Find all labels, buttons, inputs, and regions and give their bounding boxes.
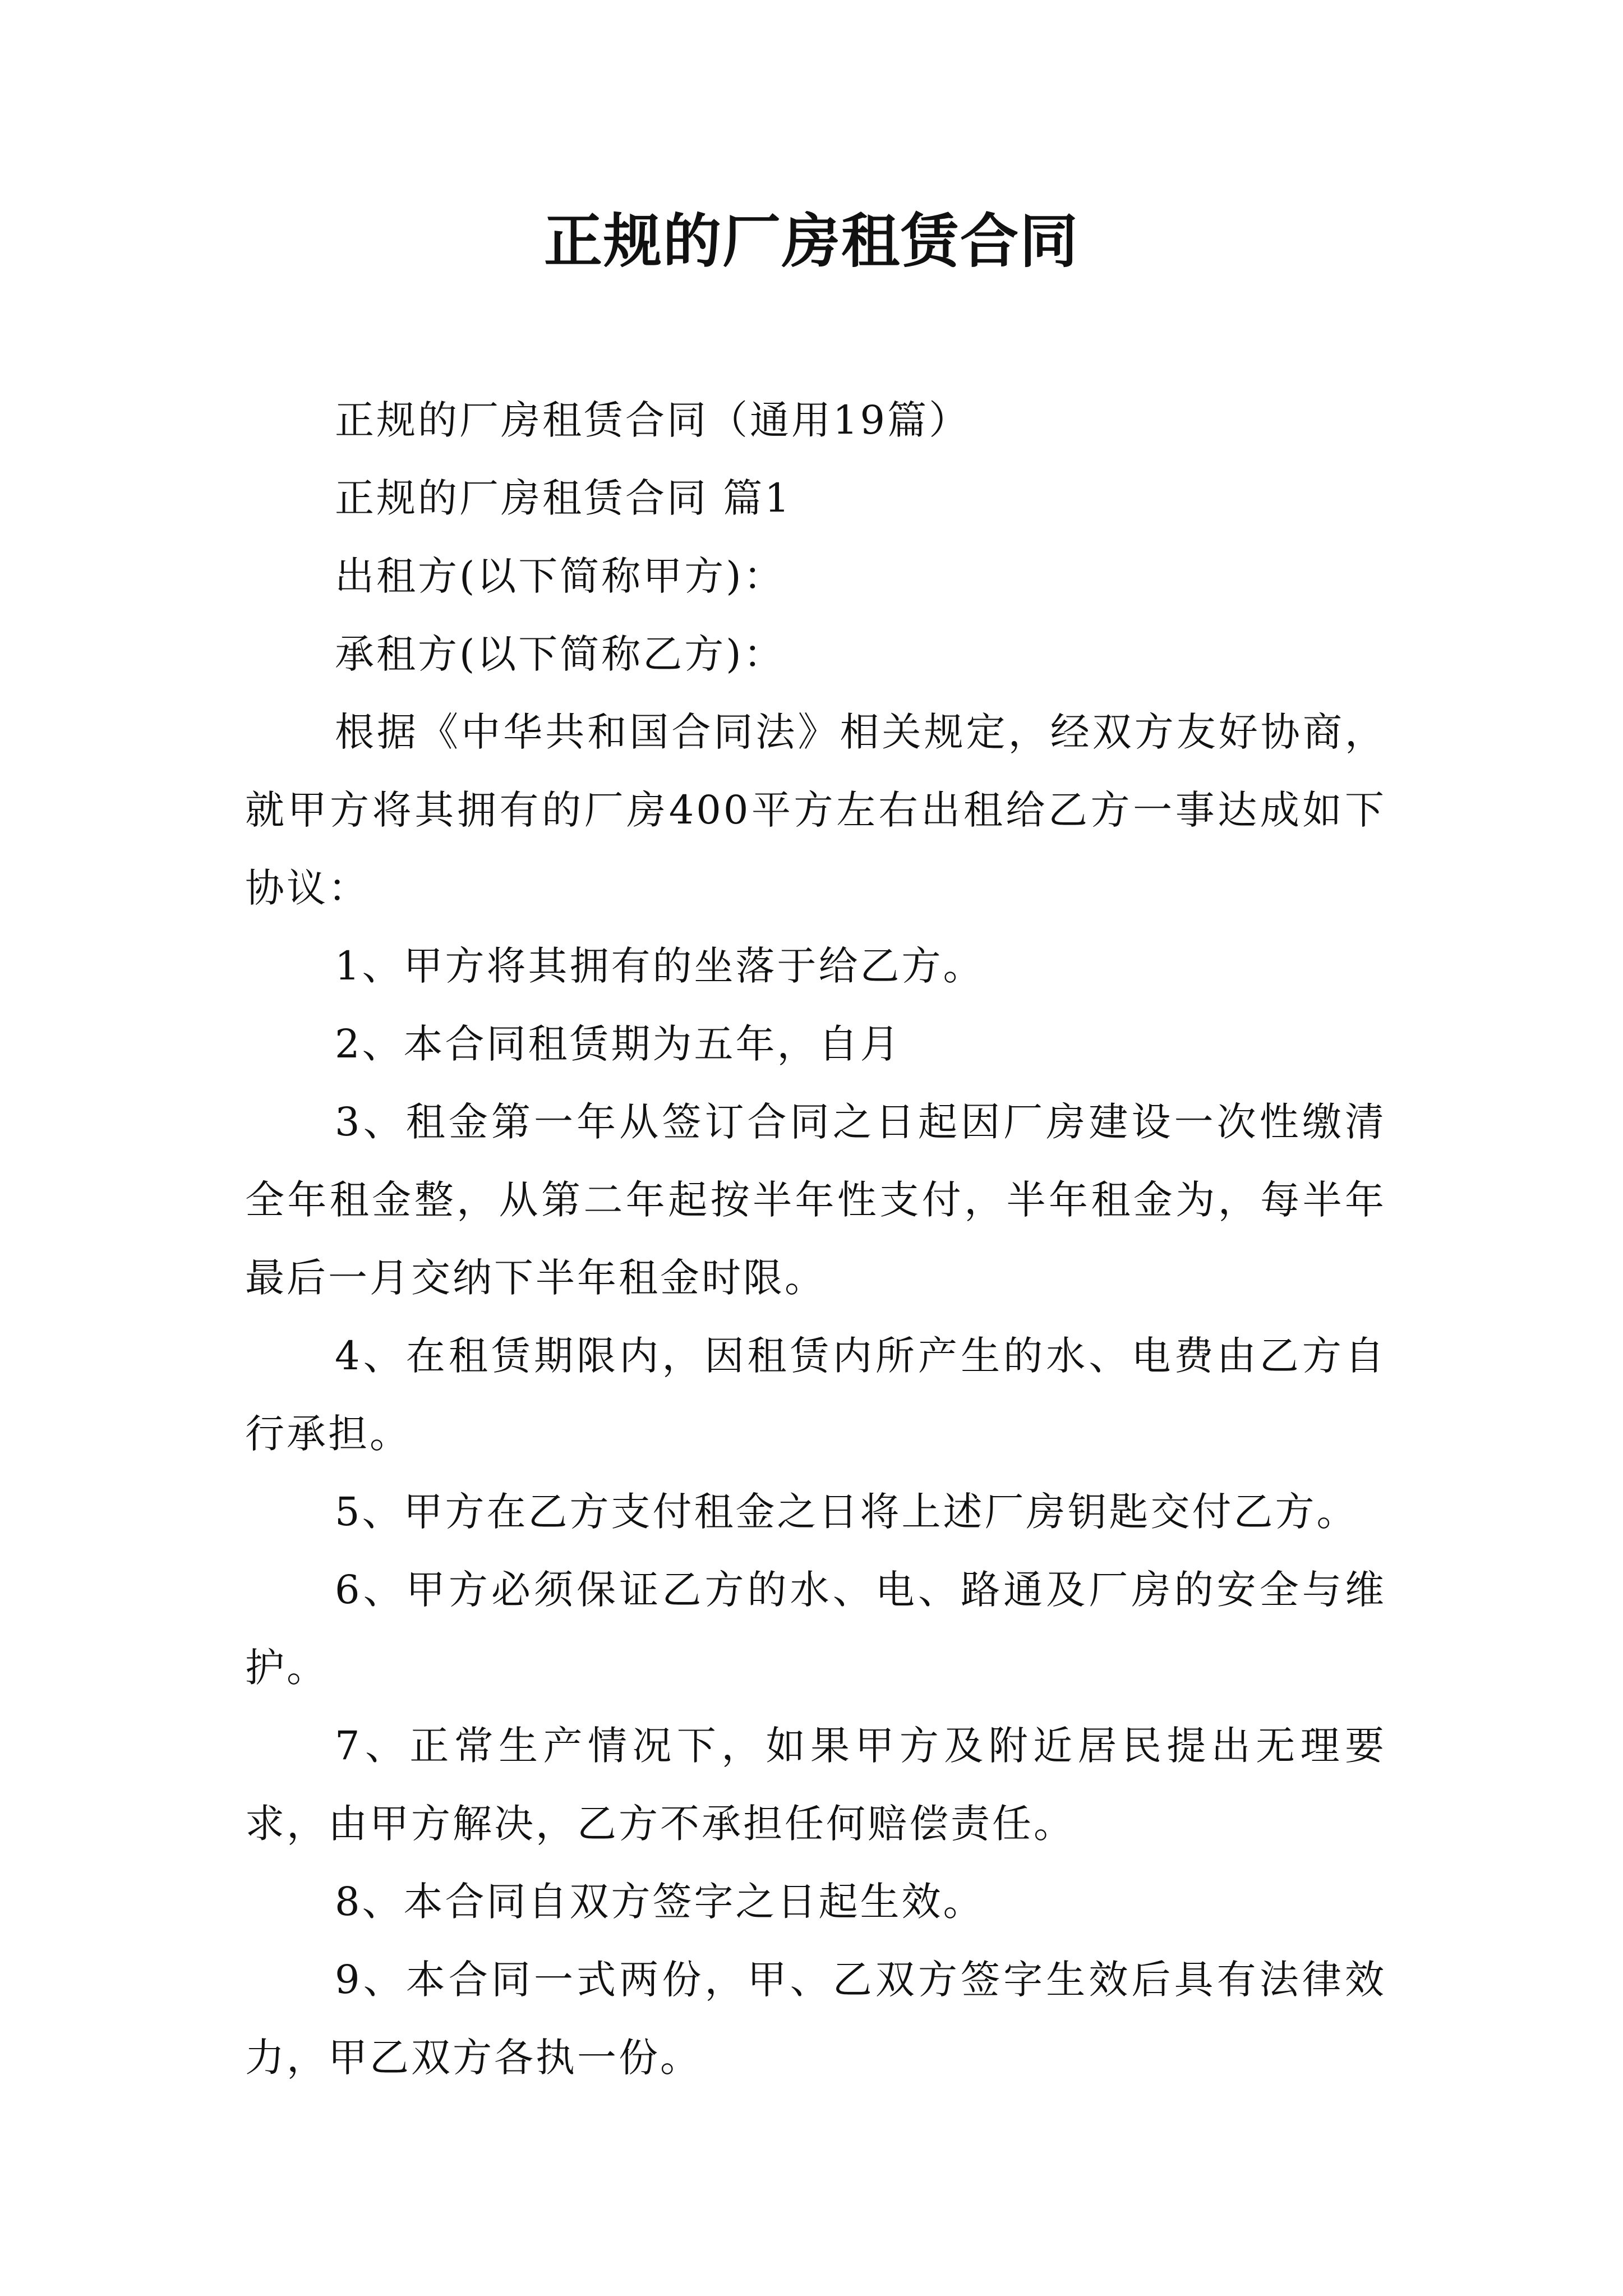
paragraph-lessor: 出租方(以下简称甲方)： bbox=[335, 553, 785, 599]
document-title: 正规的厂房租赁合同 bbox=[543, 207, 1079, 275]
clause-2: 2、本合同租赁期为五年，自月 bbox=[335, 1021, 902, 1067]
document-body bbox=[245, 381, 1386, 2097]
paragraph-section-heading: 正规的厂房租赁合同 篇1 bbox=[335, 475, 792, 521]
clause-7: 7、正常生产情况下，如果甲方及附近居民提出无理要求，由甲方解决，乙方不承担任何赔偿责任。 bbox=[245, 1723, 1386, 1847]
clause-9: 9、本合同一式两份，甲、乙双方签字生效后具有法律效力，甲乙双方各执一份。 bbox=[245, 1957, 1386, 2081]
clause-5: 5、甲方在乙方支付租金之日将上述厂房钥匙交付乙方。 bbox=[335, 1489, 1358, 1535]
paragraph-preamble: 根据《中华共和国合同法》相关规定，经双方友好协商，就甲方将其拥有的厂房400平方左右出租给乙方一事达成如下协议： bbox=[245, 709, 1386, 911]
clause-6: 6、甲方必须保证乙方的水、电、路通及厂房的安全与维护。 bbox=[245, 1567, 1386, 1691]
clause-4: 4、在租赁期限内，因租赁内所产生的水、电费由乙方自行承担。 bbox=[245, 1333, 1386, 1457]
clause-8: 8、本合同自双方签字之日起生效。 bbox=[335, 1879, 985, 1925]
clause-3: 3、租金第一年从签订合同之日起因厂房建设一次性缴清全年租金整，从第二年起按半年性支付，半年租金为，每半年最后一月交纳下半年租金时限。 bbox=[245, 1099, 1386, 1301]
paragraph-lessee: 承租方(以下简称乙方)： bbox=[335, 631, 785, 677]
clause-1: 1、甲方将其拥有的坐落于给乙方。 bbox=[335, 943, 985, 989]
paragraph-subtitle: 正规的厂房租赁合同（通用19篇） bbox=[335, 397, 971, 443]
